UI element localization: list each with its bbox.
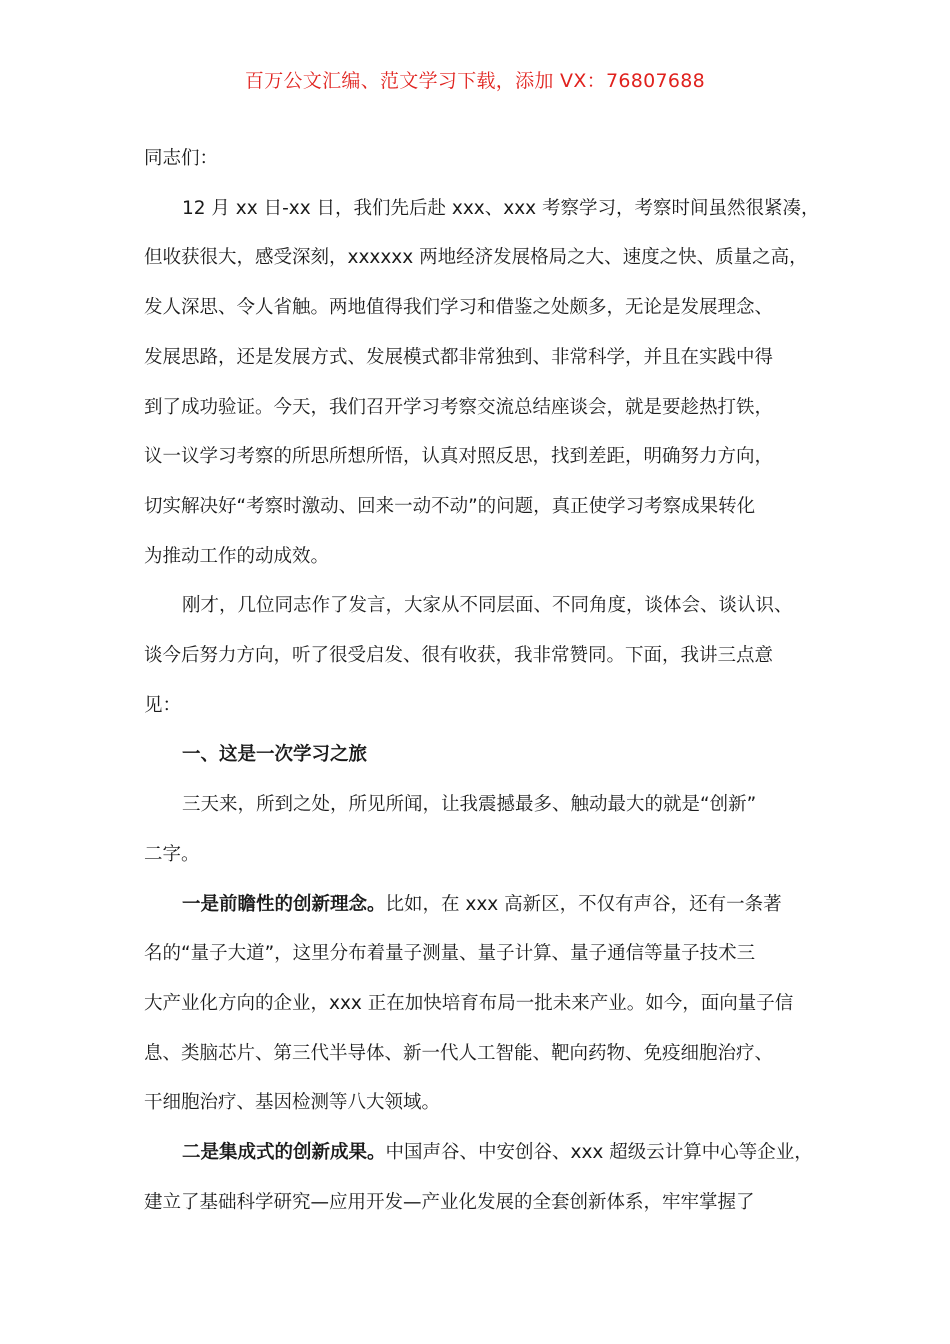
section-heading-1 — [144, 730, 824, 780]
paragraph-line: 二字。 — [144, 843, 200, 865]
paragraph-point-2 — [144, 1128, 824, 1227]
paragraph-line: 干细胞治疗、基因检测等八大领域。 — [144, 1092, 441, 1114]
paragraph-innovation — [144, 780, 824, 879]
section-heading-text: 一、这是一次学习之旅 — [182, 744, 368, 766]
paragraph-line — [144, 880, 824, 930]
paragraph-line — [144, 1128, 824, 1178]
paragraph-line: 三天来，所到之处，所见所闻，让我震撼最多、触动最大的就是“创新” — [182, 794, 757, 816]
point-1-lead: 一是前瞻性的创新理念。 — [182, 893, 386, 915]
paragraph-line: 为推动工作的动成效。 — [144, 545, 330, 567]
paragraph-line: 谈今后努力方向，听了很受启发、很有收获，我非常赞同。下面，我讲三点意 — [144, 645, 774, 667]
paragraph-feedback — [144, 581, 824, 730]
paragraph-intro — [144, 184, 824, 582]
salutation — [144, 134, 824, 184]
paragraph-line: 12 月 xx 日-xx 日，我们先后赴 xxx、xxx 考察学习，考察时间虽然很紧凑， — [182, 197, 820, 219]
paragraph-point-1 — [144, 880, 824, 1129]
paragraph-line: 发展思路，还是发展方式、发展模式都非常独到、非常科学，并且在实践中得 — [144, 346, 774, 368]
paragraph-line: 大产业化方向的企业，xxx 正在加快培育布局一批未来产业。如今，面向量子信 — [144, 992, 794, 1014]
paragraph-line: 切实解决好“考察时激动、回来一动不动”的问题，真正使学习考察成果转化 — [144, 495, 756, 517]
paragraph-line: 建立了基础科学研究—应用开发—产业化发展的全套创新体系，牢牢掌握了 — [144, 1191, 755, 1213]
paragraph-line: 发人深思、令人省触。两地值得我们学习和借鉴之处颇多，无论是发展理念、 — [144, 297, 774, 319]
point-1-text: 比如，在 xxx 高新区，不仅有声谷，还有一条著 — [385, 893, 782, 915]
paragraph-line: 但收获很大，感受深刻，xxxxxx 两地经济发展格局之大、速度之快、质量之高， — [144, 247, 808, 269]
paragraph-line: 名的“量子大道”，这里分布着量子测量、量子计算、量子通信等量子技术三 — [144, 943, 756, 965]
point-2-lead: 二是集成式的创新成果。 — [182, 1142, 386, 1164]
point-2-text: 中国声谷、中安创谷、xxx 超级云计算中心等企业， — [385, 1142, 813, 1164]
paragraph-line: 刚才，几位同志作了发言，大家从不同层面、不同角度，谈体会、谈认识、 — [182, 595, 793, 617]
paragraph-line: 息、类脑芯片、第三代半导体、新一代人工智能、靶向药物、免疫细胞治疗、 — [144, 1042, 774, 1064]
salutation-line: 同志们： — [144, 148, 219, 169]
paragraph-line: 见： — [144, 694, 182, 716]
document-body — [144, 134, 824, 1227]
watermark-header: 百万公文汇编、范文学习下载，添加 VX：76807688 — [244, 70, 706, 92]
paragraph-line: 议一议学习考察的所思所想所悟，认真对照反思，找到差距，明确努力方向， — [144, 446, 774, 468]
paragraph-line: 到了成功验证。今天，我们召开学习考察交流总结座谈会，就是要趁热打铁， — [144, 396, 774, 418]
